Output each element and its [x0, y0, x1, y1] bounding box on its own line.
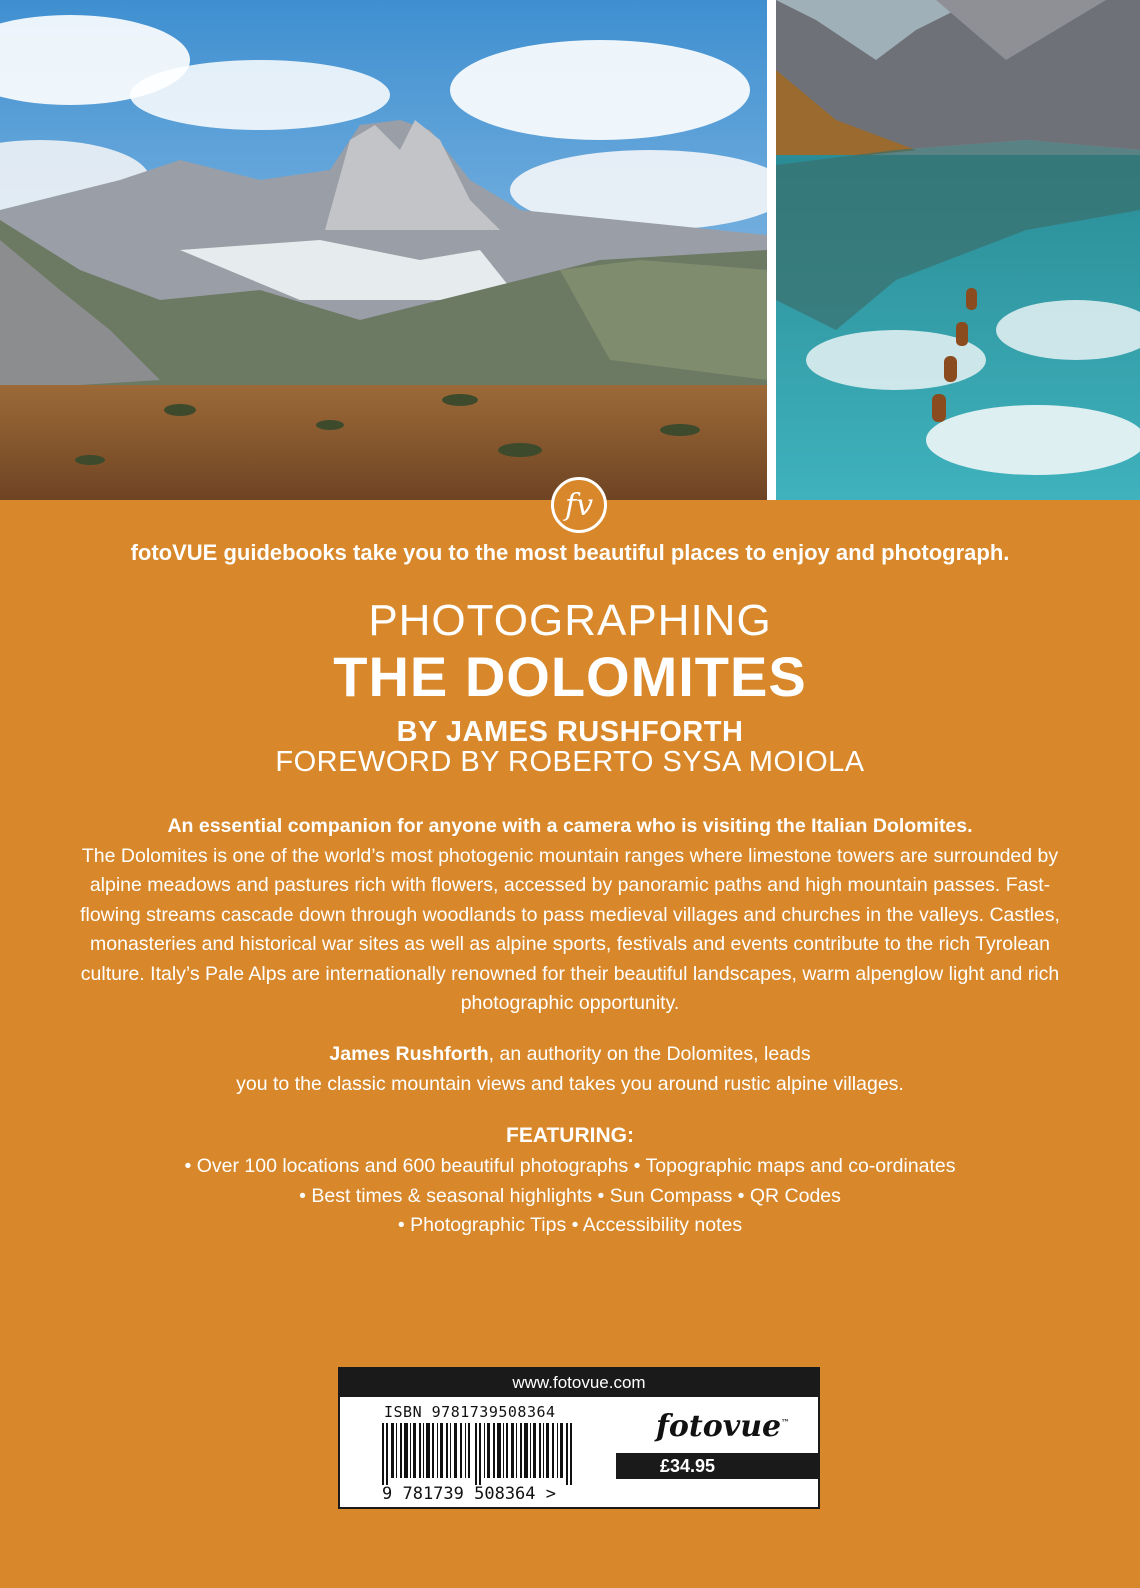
title-photographing: PHOTOGRAPHING — [368, 596, 772, 645]
foreword-line: FOREWORD BY ROBERTO SYSA MOIOLA — [275, 746, 865, 778]
barcode-digits: 9 781739 508364 > — [382, 1484, 556, 1504]
tre-cime-photo — [0, 0, 767, 500]
fotovue-badge-icon: fv — [551, 477, 607, 533]
feature-line: • Photographic Tips • Accessibility notes — [397, 1214, 743, 1236]
tagline: fotoVUE guidebooks take you to the most beautiful places to enjoy and photograph. — [130, 540, 1010, 565]
features-list — [80, 1152, 1060, 1241]
isbn-label: ISBN 9781739508364 — [384, 1403, 556, 1421]
lake-braies-photo — [776, 0, 1140, 500]
title-the-dolomites: THE DOLOMITES — [333, 645, 807, 708]
barcode-box — [338, 1367, 820, 1509]
feature-line: • Over 100 locations and 600 beautiful photographs • Topographic maps and co-ordinates — [184, 1155, 956, 1177]
price-label: £34.95 — [616, 1453, 818, 1479]
logo-text: fotovue — [656, 1409, 782, 1444]
bio-line1: , an authority on the Dolomites, leads — [488, 1043, 811, 1065]
description — [80, 812, 1060, 1019]
barcode-icon — [380, 1423, 580, 1485]
author-line: BY JAMES RUSHFORTH — [396, 716, 744, 748]
author-bio — [80, 1040, 1060, 1099]
fotovue-logo — [656, 1409, 789, 1444]
bio-line2: you to the classic mountain views and takes you around rustic alpine villages. — [236, 1072, 904, 1095]
cover-photos — [0, 0, 1140, 500]
featuring-heading: FEATURING: — [506, 1124, 634, 1147]
description-body: The Dolomites is one of the world’s most photogenic mountain ranges where limestone towers are surrounded by alpine meadows and pastures rich with flowers, accessed by panoramic paths and high mountain passes. Fast-flowing streams cascade down through woodlands to pass medieval villages and churches in the valleys. Castles, monasteries and historical war sites as well as alpine sports, festivals and events contribute to the rich Tyrolean culture. Italy’s Pale Alps are internationally renowned for their beautiful landscapes, warm alpenglow light and rich photographic opportunity. — [80, 844, 1060, 1014]
website-url: www.fotovue.com — [340, 1369, 818, 1397]
logo-tm: ™ — [781, 1417, 790, 1427]
description-lead: An essential companion for anyone with a camera who is visiting the Italian Dolomites. — [167, 815, 973, 837]
bio-name: James Rushforth — [329, 1043, 489, 1065]
feature-line: • Best times & seasonal highlights • Sun Compass • QR Codes — [299, 1184, 841, 1207]
